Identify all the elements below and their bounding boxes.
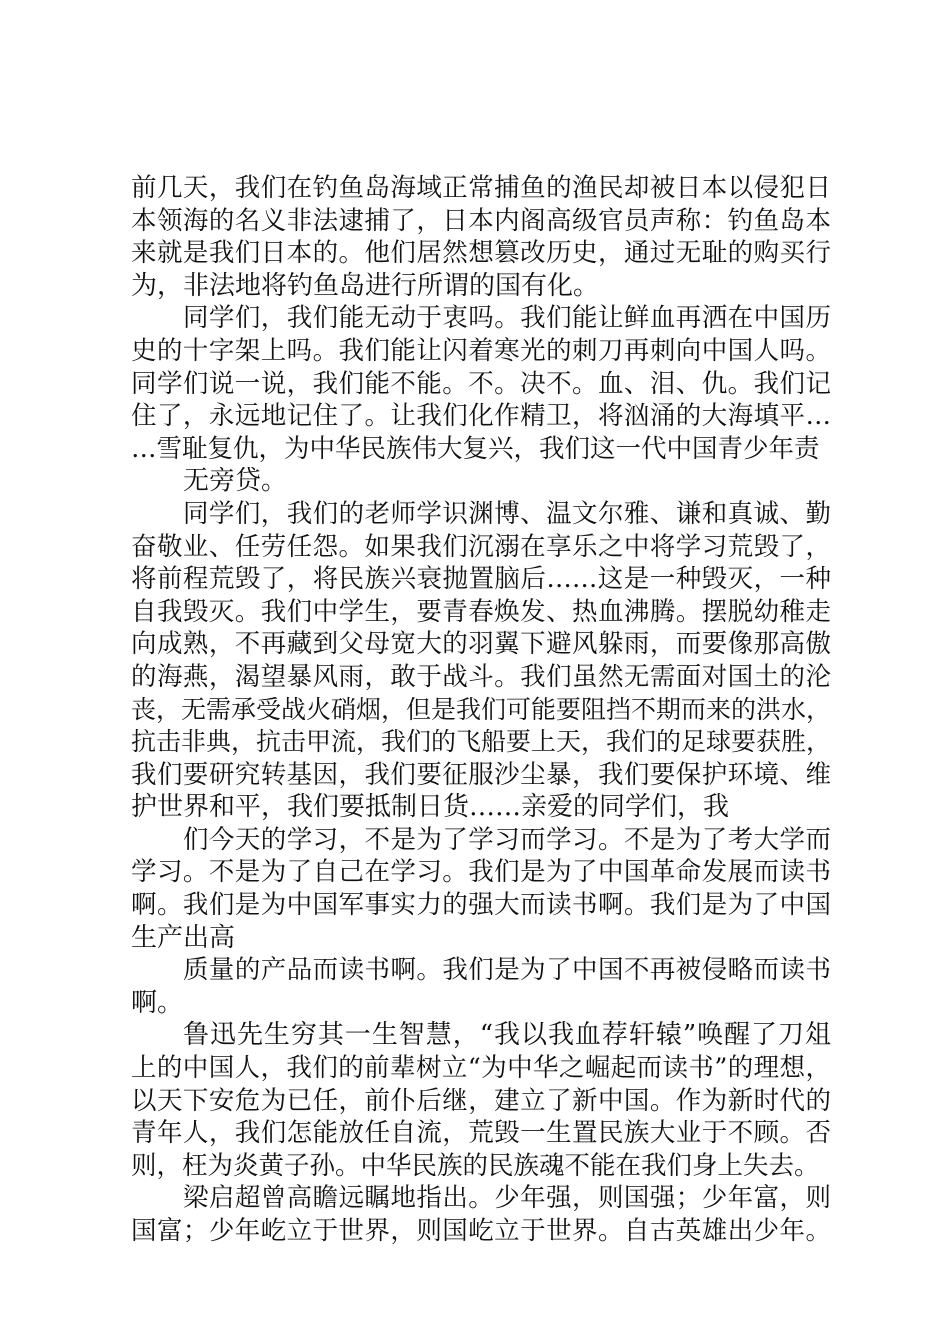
text-line: 来就是我们日本的。他们居然想篡改历史，通过无耻的购买行 bbox=[131, 238, 831, 269]
text-line: 国富；少年屹立于世界，则国屹立于世界。自古英雄出少年。 bbox=[131, 1216, 831, 1246]
text-line: 本领海的名义非法逮捕了，日本内阁高级官员声称：钓鱼岛本 bbox=[131, 205, 831, 236]
text-line: 史的十字架上吗。我们能让闪着寒光的刺刀再刺向中国人吗。 bbox=[131, 335, 831, 366]
text-line: 则，枉为炎黄子孙。中华民族的民族魂不能在我们身上失去。 bbox=[131, 1150, 820, 1181]
text-line: 同学们，我们能无动于衷吗。我们能让鲜血再洒在中国历 bbox=[183, 303, 831, 334]
text-line: 向成熟，不再藏到父母宽大的羽翼下避风躲雨，而要像那高傲 bbox=[131, 629, 831, 660]
text-line: 护世界和平，我们要抵制日货……亲爱的同学们，我 bbox=[131, 792, 730, 823]
text-line: 的海燕，渴望暴风雨，敢于战斗。我们虽然无需面对国土的沦 bbox=[131, 661, 831, 692]
text-line: 啊。我们是为中国军事实力的强大而读书啊。我们是为了中国 bbox=[131, 890, 831, 921]
text-line: 上的中国人，我们的前辈树立“为中华之崛起而读书”的理想， bbox=[131, 1053, 831, 1084]
text-line: 我们要研究转基因，我们要征服沙尘暴，我们要保护环境、维 bbox=[131, 759, 831, 790]
text-line: 抗击非典，抗击甲流，我们的飞船要上天，我们的足球要获胜， bbox=[131, 727, 832, 757]
text-line: 为，非法地将钓鱼岛进行所谓的国有化。 bbox=[131, 270, 600, 301]
text-line: 自我毁灭。我们中学生，要青春焕发、热血沸腾。摆脱幼稚走 bbox=[131, 596, 831, 627]
text-line: …雪耻复仇，为中华民族伟大复兴，我们这一代中国青少年责 bbox=[131, 433, 820, 464]
text-line: 住了，永远地记住了。让我们化作精卫，将汹涌的大海填平… bbox=[131, 401, 831, 432]
text-line: 梁启超曾高瞻远瞩地指出。少年强，则国强；少年富，则 bbox=[183, 1183, 831, 1214]
body-text bbox=[131, 172, 831, 1248]
text-line: 同学们说一说，我们能不能。不。决不。血、泪、仇。我们记 bbox=[131, 368, 831, 399]
text-line: 生产出高 bbox=[131, 922, 236, 953]
text-line: 质量的产品而读书啊。我们是为了中国不再被侵略而读书 bbox=[183, 955, 831, 986]
text-line: 前几天，我们在钓鱼岛海域正常捕鱼的渔民却被日本以侵犯日 bbox=[131, 173, 831, 203]
text-line: 丧，无需承受战火硝烟，但是我们可能要阻挡不期而来的洪水， bbox=[131, 694, 832, 724]
text-line: 无旁贷。 bbox=[183, 466, 288, 497]
text-line: 奋敬业、任劳任怨。如果我们沉溺在享乐之中将学习荒毁了， bbox=[131, 531, 831, 562]
text-line: 同学们，我们的老师学识渊博、温文尔雅、谦和真诚、勤 bbox=[183, 498, 831, 529]
text-line: 啊。 bbox=[131, 987, 184, 1018]
text-line: 将前程荒毁了，将民族兴衰抛置脑后……这是一种毁灭，一种 bbox=[131, 564, 831, 595]
text-line: 青年人，我们怎能放任自流，荒毁一生置民族大业于不顾。否 bbox=[131, 1118, 831, 1149]
text-line: 学习。不是为了自己在学习。我们是为了中国革命发展而读书 bbox=[131, 857, 831, 888]
text-line: 们今天的学习，不是为了学习而学习。不是为了考大学而 bbox=[183, 824, 831, 855]
text-line: 鲁迅先生穷其一生智慧，“我以我血荐轩辕”唤醒了刀俎 bbox=[183, 1020, 831, 1051]
text-line: 以天下安危为已任，前仆后继，建立了新中国。作为新时代的 bbox=[131, 1085, 831, 1116]
